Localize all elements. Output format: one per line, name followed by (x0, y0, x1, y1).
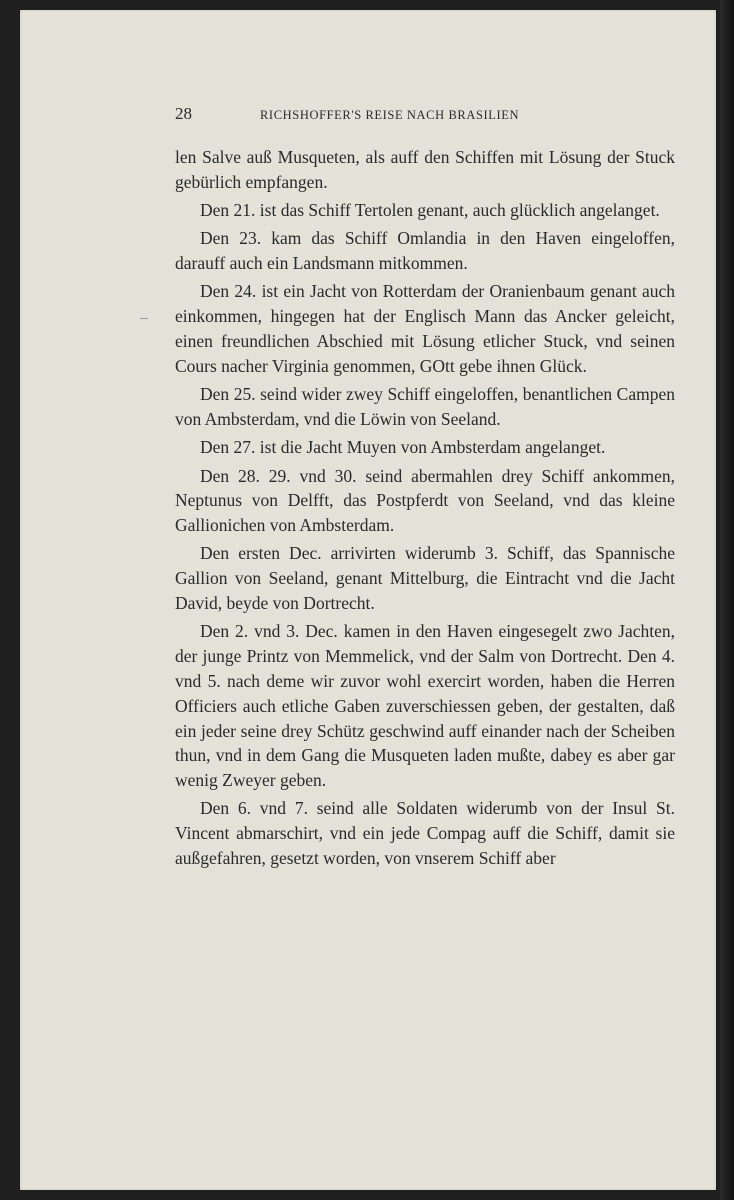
page-header (155, 98, 685, 128)
margin-mark (140, 318, 148, 319)
scan-dark-edge (720, 0, 734, 1200)
page-number: 28 (175, 104, 192, 123)
paragraph: len Salve auß Musqueten, als auff den Schiffen mit Lösung der Stuck gebürlich empfangen. (175, 147, 675, 192)
paragraph: Den 28. 29. vnd 30. seind abermahlen drey Schiff ankommen, Neptunus von Delfft, das Postpferdt von Seeland, vnd das kleine Gallionichen von Ambsterdam. (175, 465, 675, 536)
paragraph: Den 24. ist ein Jacht von Rotterdam der Oranienbaum genant auch einkommen, hingegen hat der Englisch Mann das Ancker geleicht, einen freundlichen Abschied mit Lösung etlicher Stuck, vnd seinen Cours nacher Virginia genommen, GOtt gebe ihnen Glück. (175, 281, 675, 376)
paragraph: Den 27. ist die Jacht Muyen von Ambsterdam angelanget. (200, 437, 606, 458)
paragraph: Den 2. vnd 3. Dec. kamen in den Haven eingesegelt zwo Jachten, der junge Printz von Memmelick, vnd der Salm von Dortrecht. Den 4. vnd 5. nach deme wir zuvor wohl exercirt worden, haben die Herren Officiers auch etliche Gaben zuverschiessen geben, der gestalten, daß ein jeder seine drey Schütz geschwind auff einander nach der Scheiben thun, vnd in dem Gang die Musqueten laden mußte, dabey es aber gar wenig Zweyer geben. (175, 621, 675, 791)
body-text (175, 145, 675, 874)
paragraph: Den ersten Dec. arrivirten widerumb 3. Schiff, das Spannische Gallion von Seeland, genant Mittelburg, die Eintracht vnd die Jacht David, beyde von Dortrecht. (175, 543, 675, 614)
paragraph: Den 21. ist das Schiff Tertolen genant, auch glücklich angelanget. (200, 200, 660, 221)
paragraph: Den 23. kam das Schiff Omlandia in den Haven eingeloffen, darauff auch ein Landsmann mitkommen. (175, 228, 675, 274)
running-title: RICHSHOFFER'S REISE NACH BRASILIEN (260, 108, 520, 122)
paragraph: Den 25. seind wider zwey Schiff eingeloffen, benantlichen Campen von Ambsterdam, vnd die Löwin von Seeland. (175, 384, 675, 429)
paragraph: Den 6. vnd 7. seind alle Soldaten widerumb von der Insul St. Vincent abmarschirt, vnd ein jede Compag auff die Schiff, damit sie außgefahren, gesetzt worden, von vnserem Schiff aber (175, 798, 675, 869)
